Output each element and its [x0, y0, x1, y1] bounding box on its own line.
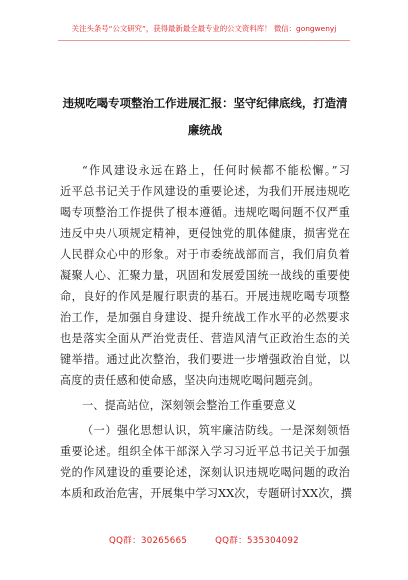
body-line: 党的作风建设的重要论述，深刻认识违规吃喝问题的政治: [60, 466, 350, 479]
document-title-line-2: 廉统战: [187, 123, 223, 137]
body-line: 违反中央八项规定精神，更侵蚀党的肌体健康，损害党在: [60, 227, 350, 240]
body-line: 人民群众心中的形象。对于市委统战部而言，我们肩负着: [60, 248, 350, 261]
body-line: 近平总书记关于作风建设的重要论述，为我们开展违规吃: [60, 185, 350, 198]
document-title-line-1: 违规吃喝专项整治工作进展汇报：坚守纪律底线，打造清: [62, 96, 348, 110]
footer-contact: [0, 534, 408, 546]
header-divider: [58, 40, 350, 41]
body-line: （一）强化思想认识，筑牢廉洁防线。一是深刻领悟: [82, 424, 350, 437]
body-line: 重要论述。组织全体干部深入学习习近平总书记关于加强: [60, 445, 350, 458]
body-line: 喝专项整治工作提供了根本遵循。违规吃喝问题不仅严重: [60, 206, 350, 219]
body-line: 高度的责任感和使命感，坚决向违规吃喝问题亮剑。: [60, 374, 320, 387]
body-line: 命，良好的作风是履行职责的基石。开展违规吃喝专项整: [60, 290, 350, 303]
body-line: 治工作，是加强自身建设、提升统战工作水平的必然要求: [60, 311, 350, 324]
body-line: 凝聚人心、汇聚力量，巩固和发展爱国统一战线的重要使: [60, 269, 350, 282]
section-heading: 一、提高站位，深刻领会整治工作重要意义: [82, 399, 297, 412]
header-promo-note: 关注头条号“公文研究”，获得最新最全最专业的公文资料库！ 微信：gongwenyj: [71, 24, 337, 33]
footer-qq-group-2: QQ群：535304092: [215, 536, 299, 546]
body-line: 也是落实全面从严治党责任、营造风清气正政治生态的关: [60, 332, 350, 345]
body-line: “作风建设永远在路上，任何时候都不能松懈。”习: [82, 164, 350, 177]
footer-qq-group-1: QQ群：30265665: [109, 536, 188, 546]
body-line: 键举措。通过此次整治，我们要进一步增强政治自觉，以: [60, 353, 350, 366]
body-line: 本质和政治危害，开展集中学习XX次，专题研讨XX次，撰: [60, 487, 353, 500]
